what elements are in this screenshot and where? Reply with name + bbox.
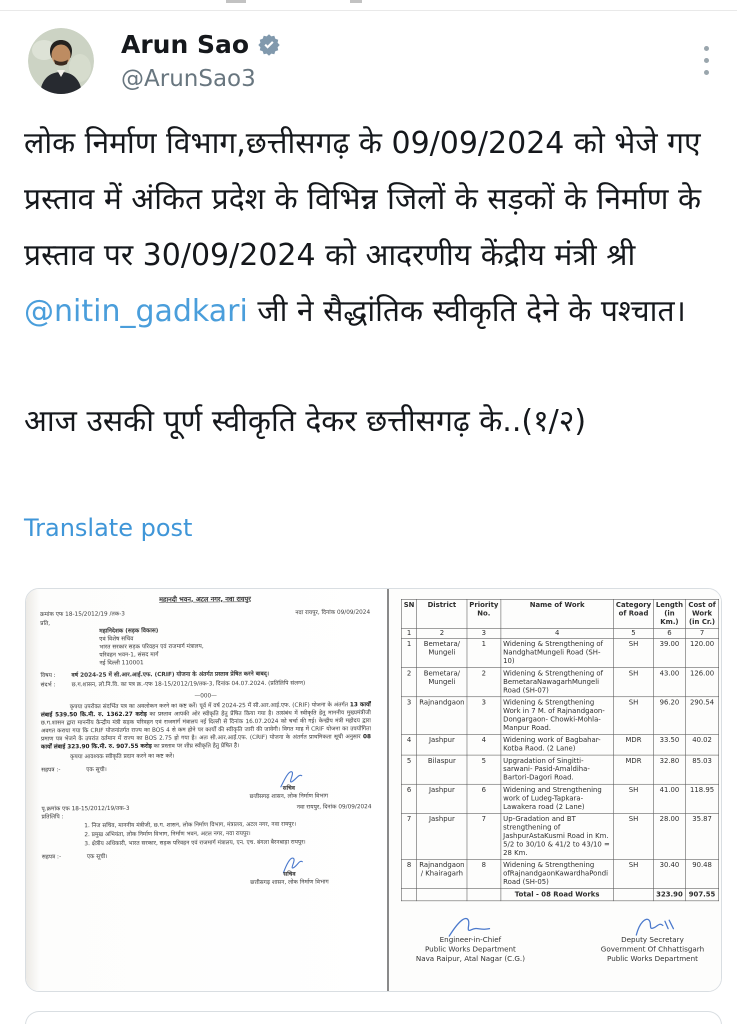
table-cell: 8	[401, 859, 417, 888]
letter-signature-block-2	[207, 855, 372, 886]
letter-ref-row	[41, 678, 371, 688]
table-row	[401, 599, 718, 628]
table-cell: District	[417, 599, 467, 628]
table-cell: 5	[467, 755, 501, 784]
table-cell: Widening & Strengthening Work in 7 M. of Rajnandgaon- Dongargaon- Chowki-Mohla- Manpur Road.	[501, 697, 614, 735]
table-cell: 41.00	[654, 784, 686, 813]
recipient-line: नई दिल्ली 110001	[99, 658, 144, 667]
letter-body	[41, 700, 371, 750]
letter-body-segment: का प्रस्ताव पर शीघ्र स्वीकृति हेतु प्रेषित है।	[151, 741, 240, 750]
attached-image-letter[interactable]	[26, 589, 387, 991]
recipient-line: महानिदेशक (सड़क विकास)	[99, 626, 159, 635]
copy-label: प्रतिलिपि :	[41, 812, 64, 820]
table-cell: 4	[467, 734, 501, 755]
table-cell: Jashpur	[417, 734, 467, 755]
table-cell: Rajnandgaon / Khairagarh	[417, 859, 467, 888]
letter-closing: कृपया आवश्यक स्वीकृति प्रदान करने का कष्ट करें।	[70, 752, 175, 760]
more-options-button[interactable]	[700, 42, 713, 79]
table-cell: 43.00	[654, 668, 686, 697]
top-divider	[0, 10, 737, 11]
table-cell: 7	[467, 813, 501, 859]
sign-line: Public Works Department	[424, 945, 516, 954]
table-cell	[401, 889, 417, 901]
table-cell: 5	[401, 755, 417, 784]
table-cell: 3	[467, 697, 501, 735]
table-cell: Bemetara/ Mungeli	[417, 638, 467, 667]
table-cell: Up-Gradation and BT strengthening of JashpurAstaKusmi Road in Km. 5/2 to 30/10 & 41/2 to 43/10 = 28 Km.	[501, 813, 614, 859]
copy-item: 2. प्रमुख अभियंता, लोक निर्माण विभाग, निर्माण भवन, अटल नगर, नवा रायपुर।	[92, 828, 372, 838]
table-row	[401, 638, 718, 667]
recipient-line: एवं विशेष सचिव	[99, 634, 134, 643]
table-cell: 907.55	[685, 889, 718, 901]
tweet-text-segment: जी ने सैद्धांतिक स्वीकृति देने के पश्चात।	[247, 294, 686, 329]
table-cell: MDR	[614, 755, 654, 784]
endorsement-number: पृ.क्रमांक एफ 18-15/2012/19/तक-3	[41, 804, 130, 812]
letter-number: क्रमांक एफ 18-15/2012/19 /तक-3	[40, 609, 125, 618]
table-cell: 85.03	[685, 755, 718, 784]
screenshot-crop-artifact	[350, 0, 362, 3]
recipient-line: भारत सरकार सड़क परिवहन एवं राजमार्ग मंत्रालय,	[99, 642, 204, 651]
table-cell: MDR	[614, 734, 654, 755]
table-cell: 323.90	[654, 889, 686, 901]
table-cell: 33.50	[654, 734, 686, 755]
author-handle[interactable]: @ArunSao3	[121, 66, 256, 92]
table-cell: SH	[614, 668, 654, 697]
tweet-media-card	[25, 588, 722, 992]
letter-document	[40, 595, 372, 888]
table-cell: 30.40	[654, 859, 686, 888]
table-cell: SH	[614, 813, 654, 859]
table-cell: 96.20	[654, 697, 686, 735]
table-cell: Widening & Strengthening of BemetaraNawagarhMungeli Road (SH-07)	[501, 668, 614, 697]
sign-line: Public Works Department	[607, 954, 698, 964]
tweet-paragraph-1	[24, 116, 716, 340]
letter-recipient	[99, 625, 370, 667]
road-works-table	[401, 599, 719, 901]
table-cell: Rajnandgaon	[417, 697, 467, 735]
table-cell: 2	[417, 628, 467, 638]
table-row	[401, 668, 718, 697]
table-cell: SH	[614, 697, 654, 735]
table-row	[401, 628, 718, 638]
table-row	[401, 813, 718, 859]
table-cell: 290.54	[685, 697, 718, 735]
table-cell: 4	[401, 734, 417, 755]
table-cell: Widening and Strengthening work of Ludeg-Tapkara-Lawakera road (2 Lane)	[501, 784, 614, 813]
more-dot	[704, 46, 709, 51]
table-cell	[614, 889, 654, 901]
table-cell: 1	[401, 638, 417, 667]
attached-image-table[interactable]	[389, 589, 721, 991]
table-cell: SH	[614, 638, 654, 667]
ref-label: संदर्भ :	[40, 680, 56, 688]
sheet-signatures	[401, 915, 719, 964]
letter-title: महानदी भवन, अटल नगर, नवा रायपुर	[159, 595, 251, 604]
letter-separator: —000—	[194, 691, 217, 699]
letter-body-segment: कृपया उपरोक्त संदर्भित पत्र का अवलोकन करने का कष्ट करें। पूर्व में वर्ष 2024-25 में सी.आर.आई.एफ. (CRIF) योजना के अंतर्गत	[69, 700, 350, 710]
copy-item: 1. निज सचिव, माननीय मंत्रीजी, छ.ग. शासन, लोक निर्माण विभाग, मंत्रालय, अटल नगर, नवा रायपुर।	[92, 819, 372, 829]
mention-link[interactable]: @nitin_gadkari	[24, 294, 248, 329]
table-cell: Bemetara/ Mungeli	[417, 668, 467, 697]
subject-text: वर्ष 2024-25 में सी.आर.आई.एफ. (CRIF) योजना के अंतर्गत प्रस्ताव प्रेषित करने बाबद्।	[71, 669, 270, 679]
table-cell: 5	[614, 628, 654, 638]
sign-line: Engineer-in-Chief	[439, 935, 502, 945]
table-cell: Widening & Strengthening of NandghatMungeli Road (SH-10)	[501, 638, 614, 667]
letter-signature-block	[206, 768, 371, 800]
table-cell	[417, 889, 467, 901]
road-works-tbody	[401, 599, 718, 901]
table-cell: Priority No.	[467, 599, 501, 628]
table-cell: 32.80	[654, 755, 686, 784]
table-cell: 6	[654, 628, 686, 638]
subject-label: विषय :	[40, 671, 56, 679]
author-name[interactable]	[121, 30, 281, 59]
signer-title: सचिव	[283, 870, 296, 878]
table-cell: 39.00	[654, 638, 686, 667]
table-cell: 8	[467, 859, 501, 888]
signer-org: छत्तीसगढ़ शासन, लोक निर्माण विभाग	[250, 877, 329, 886]
table-cell: 118.95	[685, 784, 718, 813]
endorsement-place-date: नवा रायपुर, दिनांक 09/09/2024	[296, 802, 372, 811]
table-cell: 4	[501, 628, 614, 638]
table-cell: Bilaspur	[417, 755, 467, 784]
table-cell: Name of Work	[501, 599, 614, 628]
table-cell: Widening work of Bagbahar- Kotba Raod. (2 Lane)	[501, 734, 614, 755]
table-row	[401, 784, 718, 813]
table-cell: 2	[401, 668, 417, 697]
table-cell: Jashpur	[417, 784, 467, 813]
ref-text: छ.ग.शासन, लो.नि.वि. का पत्र क्र.-एफ 18-15/2012/19/तक-3, दिनांक 04.07.2024. (प्रतिलिपि संलग्न)	[71, 679, 306, 688]
table-row	[401, 697, 718, 735]
table-row	[401, 734, 718, 755]
letter-body-bold: 13 कार्यों लंबाई 539.50 कि.मी. रु. 1362.27 करोड़	[40, 700, 371, 718]
table-cell: 7	[401, 813, 417, 859]
verified-badge-icon	[257, 33, 281, 57]
table-cell: SH	[614, 859, 654, 888]
avatar-photo-icon	[28, 28, 94, 94]
author-avatar[interactable]	[28, 28, 94, 94]
more-dot	[704, 58, 709, 63]
table-cell: 28.00	[654, 813, 686, 859]
table-row	[401, 755, 718, 784]
letter-body-bold: 08 कार्यों लंबाई 323.90 कि.मी. रु. 907.55 करोड़	[41, 732, 372, 750]
signature-right	[601, 915, 704, 964]
table-cell: SH	[614, 784, 654, 813]
table-cell: 40.02	[685, 734, 718, 755]
more-dot	[704, 70, 709, 75]
signature-left	[416, 915, 525, 964]
signer-title: सचिव	[282, 784, 295, 792]
table-cell: 1	[401, 628, 417, 638]
copy-list	[92, 819, 372, 847]
table-cell: SN	[401, 599, 417, 628]
table-cell: 6	[467, 784, 501, 813]
table-row	[401, 889, 718, 901]
tweet-text-segment: लोक निर्माण विभाग,छत्तीसगढ़ के 09/09/2024 को भेजे गए प्रस्ताव में अंकित प्रदेश के विभिन्न जिलों के सड़कों के निर्माण के प्रस्ताव पर 30/09/2024 को आदरणीय केंद्रीय मंत्री श्री	[24, 126, 702, 273]
table-cell: Cost of Work (in Cr.)	[685, 599, 718, 628]
table-cell: 2	[467, 668, 501, 697]
tweet-paragraph-2: आज उसकी पूर्ण स्वीकृति देकर छत्तीसगढ़ के..(१/२)	[24, 404, 587, 439]
table-cell: 7	[685, 628, 718, 638]
letter-place-date: नवा रायपुर, दिनांक 09/09/2024	[295, 608, 371, 616]
enclosure-label: सहपत्र :-	[41, 852, 62, 860]
table-cell	[467, 889, 501, 901]
table-cell: Upgradation of Singitti-sarwani- Pasid-Amaldiha-Bartori-Dagori Road.	[501, 755, 614, 784]
table-cell: 90.48	[685, 859, 718, 888]
translate-post-link[interactable]: Translate post	[24, 514, 193, 542]
table-cell: 3	[467, 628, 501, 638]
letter-to-label: प्रति,	[40, 619, 51, 627]
table-row	[401, 859, 718, 888]
sign-line: Government Of Chhattisgarh	[600, 945, 705, 954]
table-cell: Category of Road	[614, 599, 654, 628]
tweet-text	[24, 116, 716, 450]
enclosure-label: सहपत्र :-	[41, 765, 61, 773]
author-name-text: Arun Sao	[121, 30, 250, 59]
sign-line: Nava Raipur, Atal Nagar (C.G.)	[415, 954, 526, 964]
table-cell: 6	[401, 784, 417, 813]
table-cell: 120.00	[685, 638, 718, 667]
table-cell: 3	[401, 697, 417, 735]
road-works-sheet	[401, 599, 719, 964]
copy-item: 3. क्षेत्रीय अधिकारी, भारत सरकार, सड़क परिवहन एवं राजमार्ग मंत्रालय, एन. एच. बंगला बैरनबाड़ा रायपुर।	[92, 837, 372, 847]
recipient-line: परिवहन भवन-1, संसद मार्ग	[99, 650, 159, 659]
sign-line: Deputy Secretary	[621, 935, 684, 945]
table-cell: Widening & Strengthening ofRajnandgaonKawardhaPondi Road (SH-05)	[501, 859, 614, 888]
tweet-media-card-2[interactable]	[25, 1011, 722, 1024]
table-cell: 126.00	[685, 668, 718, 697]
screenshot-crop-artifact	[226, 0, 246, 3]
enclosure-text: एक सूची।	[86, 765, 107, 773]
signer-org: छत्तीसगढ़ शासन, लोक निर्माण विभाग	[249, 791, 329, 800]
letter-subject-row	[41, 669, 371, 679]
table-cell: 1	[467, 638, 501, 667]
table-cell: Length (in Km.)	[654, 599, 686, 628]
table-cell: 35.87	[685, 813, 718, 859]
table-cell: Total - 08 Road Works	[501, 889, 614, 901]
table-cell: Jashpur	[417, 813, 467, 859]
letter-body-segment: का प्रस्ताव आपकी ओर स्वीकृति हेतु प्रेषित किया गया है। तत्संबंध में स्वीकृति हेतु माननीय मुख्यमंत्रीजी छ.ग.शासन द्वारा माननीय केन्द्रीय मंत्री सड़क परिवहन एवं राजमार्ग मंत्रालय नई दिल्ली से दिनांक 16.07.2024 को चर्चा की गई। केन्द्रीय मंत्री महोदय द्वारा अवगत कराया गया कि CRIF योजनांतर्गत राज्य का BOS 4 से कम होने पर कार्यों की स्वीकृति जारी की जावेगी। विगत माह में CRIF योजना का उपयोगिता प्रमाण पत्र भेजने के उपरांत वर्तमान में राज्य का BOS 2.75 हो गया है। अतः सी.आर.आई.एफ. (CRIF) योजना के अंतर्गत प्राथमिकता सूची अनुसार	[40, 708, 371, 742]
enclosure-text: एक सूची।	[86, 852, 108, 860]
